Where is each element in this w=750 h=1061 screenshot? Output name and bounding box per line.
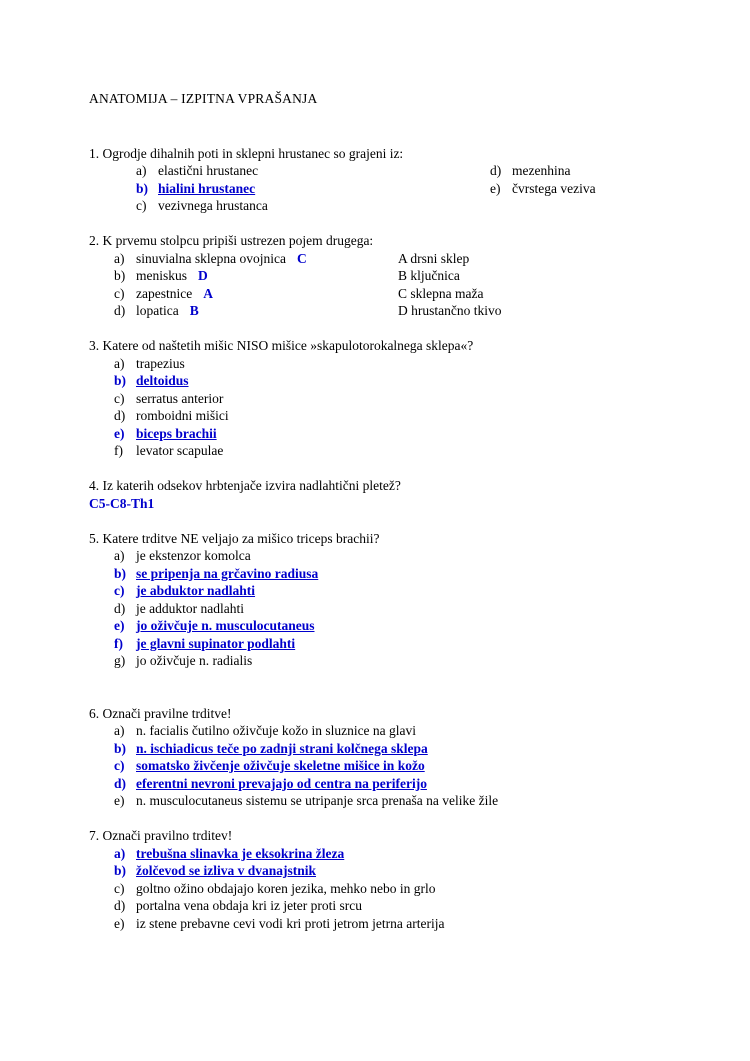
option-row	[89, 600, 695, 618]
option-text: n. ischiadicus teče po zadnji strani kolčnega sklepa	[136, 740, 428, 756]
match-term: B ključnica	[398, 268, 460, 283]
option-text: je ekstenzor komolca	[136, 548, 251, 563]
option-row	[89, 285, 695, 303]
option-text: somatsko živčenje oživčuje skeletne mišice in kožo	[136, 758, 425, 773]
option-text: zapestnice	[136, 285, 193, 301]
option-row	[89, 547, 695, 565]
option-row	[89, 302, 695, 320]
option-label: b)	[136, 180, 149, 196]
match-answer-letter: D	[198, 268, 208, 283]
option-text: portalna vena obdaja kri iz jeter proti srcu	[136, 898, 363, 913]
question-block	[89, 530, 695, 670]
questions-container	[89, 145, 695, 933]
option-row	[89, 442, 695, 460]
question-prompt: 5. Katere trditve NE veljajo za mišico triceps brachii?	[89, 530, 380, 546]
option-row	[89, 197, 695, 215]
page-title: ANATOMIJA – IZPITNA VPRAŠANJA	[89, 91, 318, 106]
option-row	[89, 180, 695, 198]
question-prompt: 7. Označi pravilno trditev!	[89, 828, 233, 843]
option-label: b)	[114, 863, 127, 878]
option-label: b)	[114, 740, 127, 756]
option-label: e)	[114, 425, 125, 441]
option-label: d)	[114, 775, 127, 791]
option-text: hialini hrustanec	[158, 180, 256, 196]
option-label: c)	[114, 583, 125, 598]
option-row	[89, 722, 695, 740]
option-row	[89, 862, 695, 880]
option-label: e)	[114, 618, 125, 633]
option-row	[89, 425, 695, 443]
option-text: je adduktor nadlahti	[136, 600, 244, 616]
question-block	[89, 477, 695, 512]
option-text: meniskus	[136, 268, 188, 283]
option-text: n. musculocutaneus sistemu se utripanje srca prenaša na velike žile	[136, 793, 499, 808]
option-label: a)	[114, 355, 125, 371]
option-label: c)	[136, 198, 147, 213]
option-row	[89, 390, 695, 408]
option-text: romboidni mišici	[136, 408, 229, 423]
option-label: c)	[114, 880, 125, 896]
option-label: a)	[114, 845, 126, 861]
option-text: žolčevod se izliva v dvanajstnik	[136, 863, 317, 878]
option-text: iz stene prebavne cevi vodi kri proti jetrom jetrna arterija	[136, 915, 445, 931]
option-text: trapezius	[136, 355, 185, 371]
option-text: deltoidus	[136, 373, 189, 388]
option-text: lopatica	[136, 303, 179, 318]
option-text: mezenhina	[512, 163, 571, 178]
option-label: d)	[114, 408, 126, 423]
option-text: jo oživčuje n. musculocutaneus	[136, 618, 315, 633]
option-text: vezivnega hrustanca	[158, 198, 268, 213]
option-label: f)	[114, 635, 123, 651]
option-row	[89, 582, 695, 600]
option-text: levator scapulae	[136, 443, 224, 458]
option-text: čvrstega veziva	[512, 180, 596, 196]
option-row	[89, 775, 695, 793]
option-label: d)	[114, 600, 126, 616]
option-label: a)	[114, 250, 125, 266]
option-row	[89, 792, 695, 810]
option-label: b)	[114, 268, 126, 283]
option-label: c)	[114, 285, 125, 301]
match-answer-letter: C	[296, 250, 307, 266]
option-row	[89, 845, 695, 863]
option-row	[89, 162, 695, 180]
option-text: n. facialis čutilno oživčuje kožo in sluznice na glavi	[136, 723, 417, 738]
question-block	[89, 145, 695, 215]
option-text: eferentni nevroni prevajajo od centra na periferijo	[136, 775, 427, 791]
match-term: A drsni sklep	[398, 250, 470, 266]
right-column-option	[443, 162, 570, 180]
question-prompt: 4. Iz katerih odsekov hrbtenjače izvira nadlahtični pletež?	[89, 478, 401, 493]
option-label: a)	[136, 163, 147, 178]
option-row	[89, 355, 695, 373]
question-prompt: 2. K prvemu stolpcu pripiši ustrezen pojem drugega:	[89, 233, 374, 248]
option-label: e)	[114, 915, 125, 931]
option-label: f)	[114, 443, 123, 458]
option-row	[89, 565, 695, 583]
answer-text: C5-C8-Th1	[89, 495, 155, 511]
option-label: g)	[114, 653, 126, 668]
option-label: d)	[114, 898, 126, 913]
option-row	[89, 880, 695, 898]
match-answer-letter: A	[203, 285, 213, 301]
option-row	[89, 267, 695, 285]
option-text: je glavni supinator podlahti	[136, 635, 296, 651]
question-block	[89, 232, 695, 320]
option-label: b)	[114, 373, 127, 388]
option-label: a)	[114, 723, 125, 738]
option-label: d)	[114, 303, 126, 318]
option-label: c)	[114, 390, 125, 406]
option-label: c)	[114, 758, 125, 773]
option-text: serratus anterior	[136, 390, 224, 406]
option-row	[89, 250, 695, 268]
question-block	[89, 827, 695, 932]
option-label: d)	[490, 163, 502, 178]
option-row	[89, 617, 695, 635]
option-text: je abduktor nadlahti	[136, 583, 256, 598]
option-label: b)	[114, 565, 127, 581]
question-block	[89, 337, 695, 460]
option-row	[89, 757, 695, 775]
option-text: se pripenja na grčavino radiusa	[136, 565, 319, 581]
option-label: e)	[490, 180, 501, 196]
question-prompt: 3. Katere od naštetih mišic NISO mišice »skapulotorokalnega sklepa«?	[89, 338, 474, 353]
option-label: a)	[114, 548, 125, 563]
right-column-option	[443, 180, 596, 198]
question-prompt: 1. Ogrodje dihalnih poti in sklepni hrustanec so grajeni iz:	[89, 145, 404, 161]
question-prompt: 6. Označi pravilne trditve!	[89, 705, 232, 721]
option-row	[89, 407, 695, 425]
option-row	[89, 915, 695, 933]
option-text: biceps brachii	[136, 425, 217, 441]
match-answer-letter: B	[189, 303, 199, 318]
option-text: goltno ožino obdajajo koren jezika, mehko nebo in grlo	[136, 880, 436, 896]
option-row	[89, 652, 695, 670]
option-row	[89, 635, 695, 653]
option-label: e)	[114, 793, 125, 808]
match-term: D hrustančno tkivo	[398, 303, 502, 318]
option-text: jo oživčuje n. radialis	[136, 653, 253, 668]
match-term: C sklepna maža	[398, 285, 484, 301]
option-text: sinuvialna sklepna ovojnica	[136, 250, 286, 266]
option-row	[89, 372, 695, 390]
option-row	[89, 740, 695, 758]
option-text: elastični hrustanec	[158, 163, 259, 178]
question-block	[89, 705, 695, 810]
option-text: trebušna slinavka je eksokrina žleza	[136, 845, 345, 861]
option-row	[89, 897, 695, 915]
